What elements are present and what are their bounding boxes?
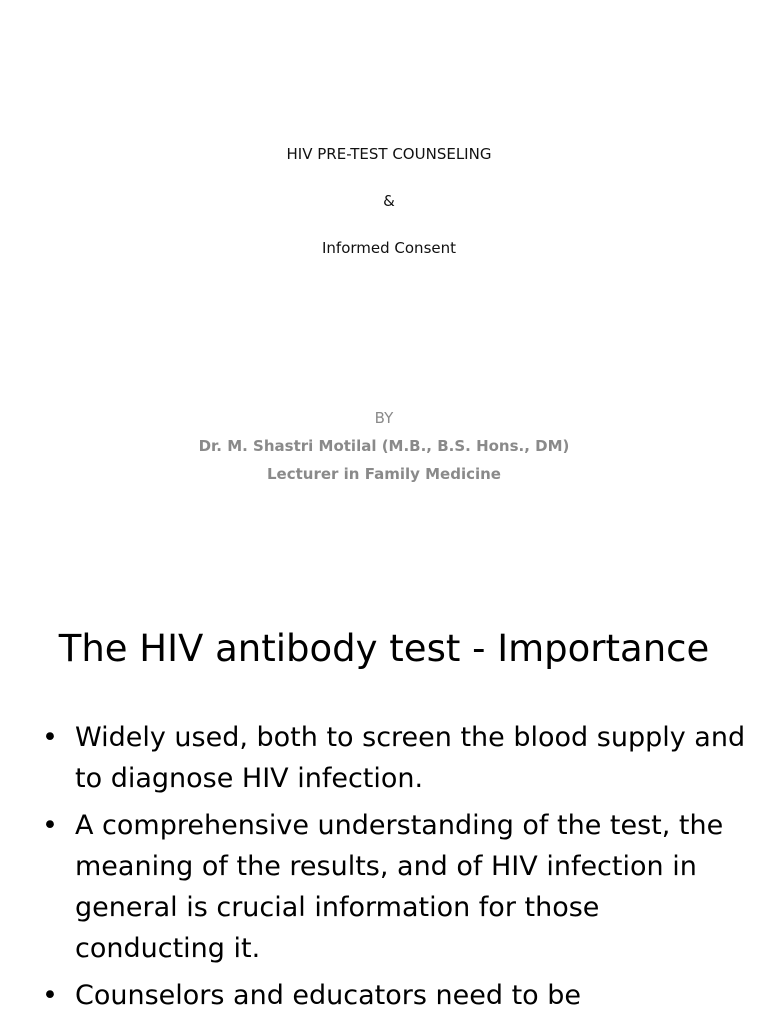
title-line-main: HIV PRE-TEST COUNSELING (286, 145, 492, 163)
bullet-icon: • (42, 980, 58, 1011)
author-name: Dr. M. Shastri Motilal (M.B., B.S. Hons., DM) (198, 437, 570, 455)
list-item (0, 975, 768, 1016)
list-item (0, 805, 768, 969)
bullet-icon: • (42, 810, 58, 841)
bullet-text: Counselors and educators need to be (75, 980, 582, 1011)
author-role: Lecturer in Family Medicine (267, 465, 501, 483)
title-line-ampersand: & (383, 192, 395, 210)
bullet-text: A comprehensive understanding of the test, the meaning of the results, and of HIV infection in general is crucial information for those conducting it. (75, 810, 724, 964)
bullet-list (0, 717, 768, 1022)
slide-heading: The HIV antibody test - Importance (58, 627, 710, 670)
byline-label: BY (374, 409, 394, 427)
content-slide (0, 576, 768, 1024)
bullet-icon: • (42, 722, 58, 753)
title-line-subtitle: Informed Consent (321, 239, 456, 257)
bullet-text: Widely used, both to screen the blood supply and to diagnose HIV infection. (75, 722, 746, 794)
list-item (0, 717, 768, 799)
